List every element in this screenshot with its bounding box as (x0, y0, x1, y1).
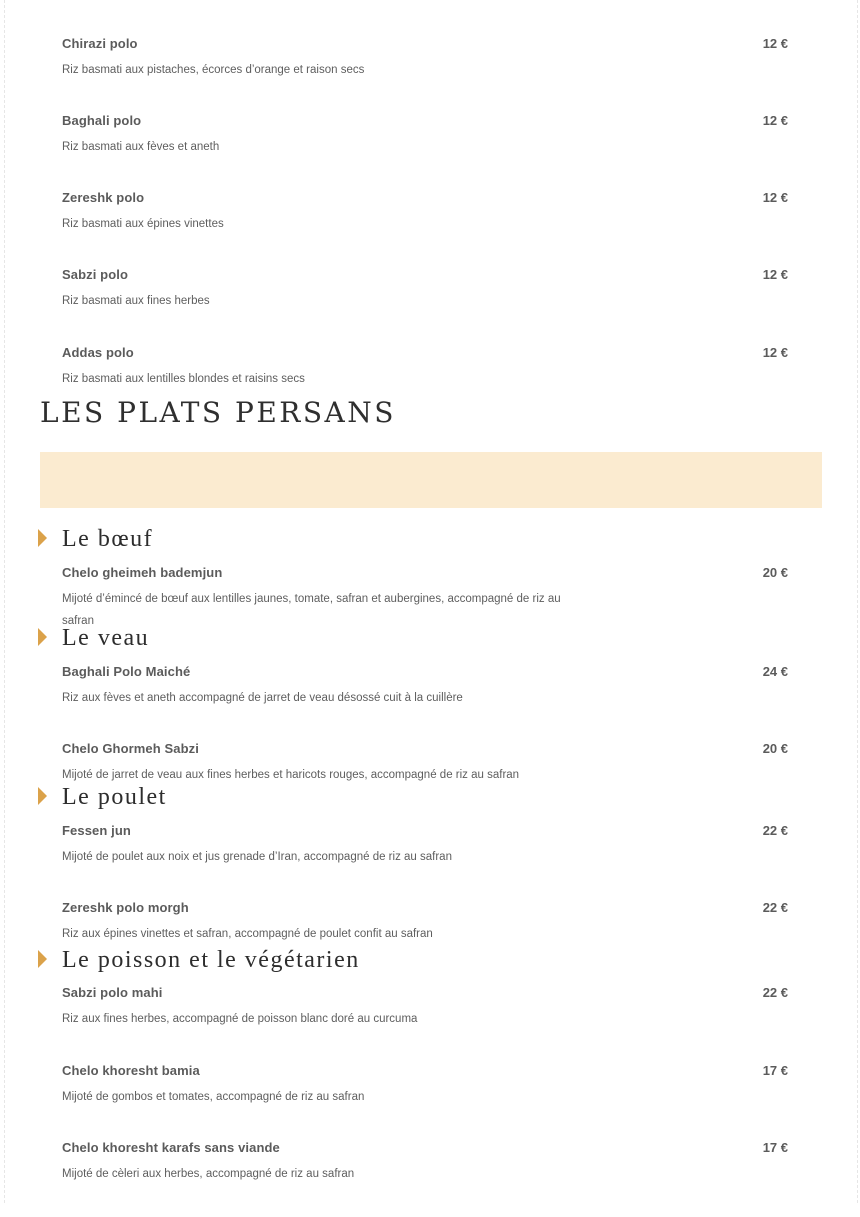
subsection-title: Le bœuf (62, 526, 154, 552)
item-price: 12 € (762, 113, 788, 128)
menu-item (62, 985, 788, 1030)
triangle-bullet-icon (38, 628, 47, 646)
item-price: 22 € (762, 900, 788, 915)
item-name: Baghali Polo Maiché (62, 664, 191, 679)
menu-item (62, 823, 788, 868)
triangle-bullet-icon (38, 529, 47, 547)
menu-item (62, 664, 788, 709)
item-name: Baghali polo (62, 113, 142, 128)
item-price: 12 € (762, 345, 788, 360)
item-name: Chelo khoresht karafs sans viande (62, 1140, 280, 1155)
item-price: 20 € (762, 565, 788, 580)
menu-item (62, 1140, 788, 1185)
item-description: Riz basmati aux fines herbes (62, 295, 210, 307)
item-name: Zereshk polo morgh (62, 900, 189, 915)
item-price: 12 € (762, 36, 788, 51)
item-price: 17 € (762, 1140, 788, 1155)
item-price: 22 € (762, 985, 788, 1000)
item-name: Zereshk polo (62, 190, 145, 205)
item-name: Addas polo (62, 345, 134, 360)
item-name: Chelo khoresht bamia (62, 1063, 200, 1078)
menu-item (62, 190, 788, 235)
triangle-bullet-icon (38, 787, 47, 805)
item-description: Mijoté de cèleri aux herbes, accompagné de riz au safran (62, 1168, 355, 1180)
menu-item (62, 741, 788, 786)
item-description: Riz aux épines vinettes et safran, accompagné de poulet confit au safran (62, 928, 433, 940)
menu-item (62, 267, 788, 312)
triangle-bullet-icon (38, 950, 47, 968)
item-description: Mijoté de jarret de veau aux fines herbes et haricots rouges, accompagné de riz au safran (62, 769, 520, 781)
item-description: Mijoté d’émincé de bœuf aux lentilles jaunes, tomate, safran et aubergines, accompagné de riz au safran (62, 593, 561, 627)
menu-item (62, 900, 788, 945)
subsection-title: Le poulet (62, 784, 167, 810)
item-price: 24 € (762, 664, 788, 679)
item-name: Chelo Ghormeh Sabzi (62, 741, 199, 756)
item-name: Fessen jun (62, 823, 131, 838)
item-price: 20 € (762, 741, 788, 756)
item-description: Riz aux fines herbes, accompagné de poisson blanc doré au curcuma (62, 1013, 418, 1025)
item-price: 12 € (762, 267, 788, 282)
menu-item (62, 113, 788, 158)
item-description: Mijoté de gombos et tomates, accompagné de riz au safran (62, 1091, 365, 1103)
item-name: Chelo gheimeh bademjun (62, 565, 223, 580)
item-description: Riz basmati aux pistaches, écorces d’orange et raison secs (62, 64, 365, 76)
item-name: Sabzi polo mahi (62, 985, 163, 1000)
subsection-title: Le poisson et le végétarien (62, 947, 360, 973)
item-price: 12 € (762, 190, 788, 205)
item-name: Sabzi polo (62, 267, 128, 282)
item-description: Riz aux fèves et aneth accompagné de jarret de veau désossé cuit à la cuillère (62, 692, 463, 704)
menu-item (62, 1063, 788, 1108)
item-description: Riz basmati aux lentilles blondes et raisins secs (62, 373, 305, 385)
subsection-title: Le veau (62, 625, 150, 651)
menu-item (62, 345, 788, 390)
section-title: LES PLATS PERSANS (40, 396, 396, 429)
item-description: Riz basmati aux épines vinettes (62, 218, 224, 230)
item-description: Riz basmati aux fèves et aneth (62, 141, 220, 153)
item-price: 22 € (762, 823, 788, 838)
menu-item (62, 36, 788, 81)
item-description: Mijoté de poulet aux noix et jus grenade d’Iran, accompagné de riz au safran (62, 851, 452, 863)
item-price: 17 € (762, 1063, 788, 1078)
menu-item (62, 565, 788, 632)
section-banner (40, 452, 822, 508)
item-name: Chirazi polo (62, 36, 138, 51)
